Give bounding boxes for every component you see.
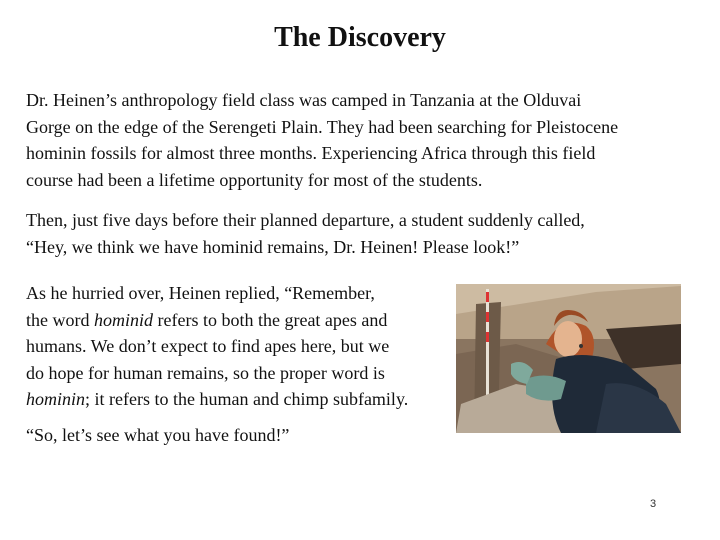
term-hominin: hominin bbox=[26, 389, 86, 409]
text-fragment: refers to both the great apes and bbox=[153, 309, 388, 330]
text-line: humans. We don’t expect to find apes here, but we bbox=[26, 336, 390, 356]
text-line: Gorge on the edge of the Serengeti Plain. They had been searching for Pleistocene bbox=[26, 116, 619, 137]
text-line: Dr. Heinen’s anthropology field class was camped in Tanzania at the Olduvai bbox=[26, 90, 582, 110]
text-line bbox=[26, 307, 408, 334]
text-fragment: ; it refers to the human and chimp subfamily. bbox=[85, 389, 409, 409]
text-line: “Hey, we think we have hominid remains, Dr. Heinen! Please look!” bbox=[26, 236, 520, 257]
excavation-photo bbox=[456, 284, 681, 433]
text-line: Then, just five days before their planned departure, a student suddenly called, bbox=[26, 210, 585, 230]
text-line: course had been a lifetime opportunity for most of the students. bbox=[26, 169, 483, 190]
text-line: do hope for human remains, so the proper word is bbox=[26, 362, 385, 383]
paragraph-reply bbox=[26, 280, 408, 413]
term-hominid: hominid bbox=[93, 309, 153, 330]
text-line: hominin fossils for almost three months. Experiencing Africa through this field bbox=[26, 143, 596, 163]
page-title: The Discovery bbox=[274, 22, 446, 53]
page-number: 3 bbox=[650, 498, 657, 510]
text-line: As he hurried over, Heinen replied, “Remember, bbox=[26, 283, 375, 303]
text-fragment: the word bbox=[26, 309, 94, 330]
paragraph-intro bbox=[26, 87, 618, 193]
paragraph-closing: “So, let’s see what you have found!” bbox=[26, 425, 290, 445]
paragraph-discovery bbox=[26, 207, 585, 260]
text-line bbox=[26, 386, 408, 413]
